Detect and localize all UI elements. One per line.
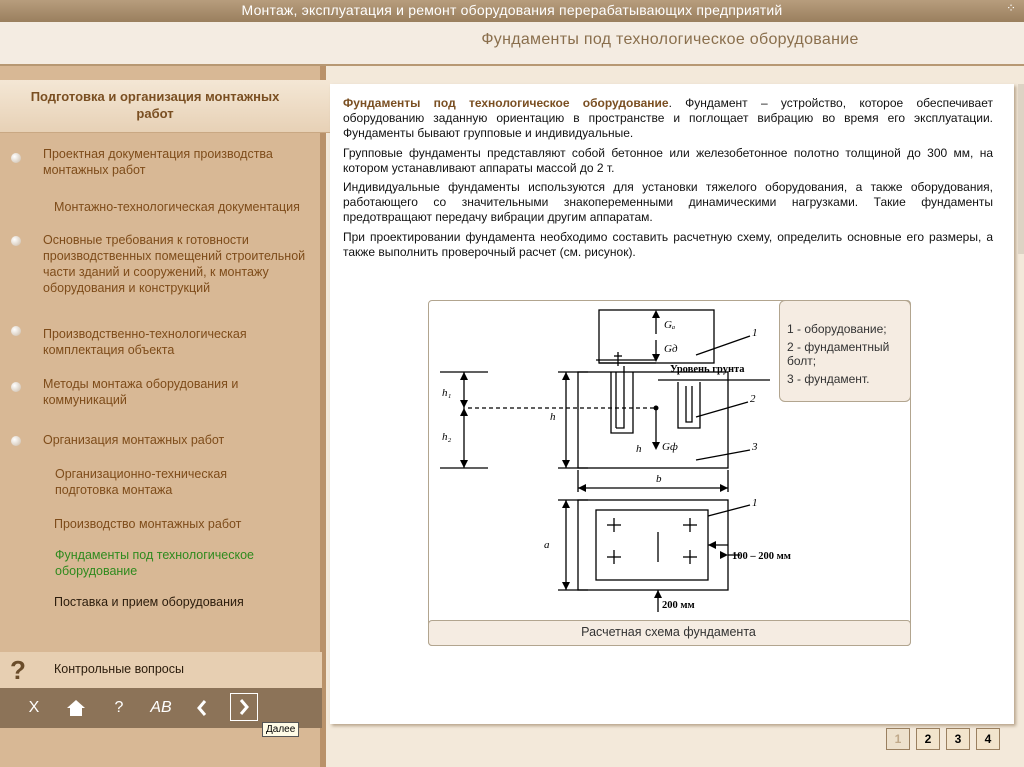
label-h-left: h bbox=[550, 411, 556, 423]
page-1-button[interactable]: 1 bbox=[886, 728, 910, 750]
sidebar-item-complectation[interactable]: Производственно-технологическая комплектация объекта bbox=[43, 327, 247, 357]
label-gd: Gд bbox=[664, 343, 678, 355]
sidebar-item-project-docs[interactable]: Проектная документация производства монтажных работ bbox=[43, 147, 273, 177]
sidebar-section-title: Подготовка и организация монтажных работ bbox=[30, 89, 280, 121]
sidebar-subitem-production[interactable]: Производство монтажных работ bbox=[54, 517, 242, 531]
page-heading: Фундаменты под технологическое оборудование bbox=[481, 31, 859, 48]
legend-item-foundation: 3 - фундамент. bbox=[787, 372, 870, 386]
window-menu-icon[interactable]: ⁘ bbox=[1005, 1, 1017, 15]
sidebar-subitem-foundations[interactable]: Фундаменты под технологическое оборудование bbox=[55, 548, 254, 578]
label-gf: Gф bbox=[662, 441, 678, 453]
paragraph-group: Групповые фундаменты представляют собой бетонное или железобетонное полотно толщиной до 300 мм, на котором устанавливают аппараты массой до 2 т. bbox=[343, 146, 993, 175]
sidebar-item-requirements[interactable]: Основные требования к готовности производственных помещений строительной части зданий и сооружений, к монтажу оборудования и конструкций bbox=[43, 233, 306, 295]
sidebar-subitem-preparation[interactable]: Организационно-техническая подготовка монтажа bbox=[55, 467, 228, 497]
sidebar-item-mounting-docs[interactable]: Монтажно-технологическая документация bbox=[54, 200, 300, 214]
label-b: b bbox=[656, 473, 662, 485]
paragraph-intro-text: . Фундамент – устройство, которое обеспечивает оборудованию заданную ориентацию в пространстве и поглощает вибрацию во время его эксплуатации. Фундаменты бывают групповые и индивидуальные. bbox=[343, 96, 993, 140]
legend-item-equipment: 1 - оборудование; bbox=[787, 322, 887, 336]
label-h-inner: h bbox=[636, 443, 642, 455]
bullet-icon bbox=[11, 236, 21, 246]
figure-caption: Расчетная схема фундамента bbox=[581, 625, 756, 639]
bullet-icon bbox=[11, 153, 21, 163]
legend-item-bolt: 2 - фундаментный болт; bbox=[787, 340, 890, 368]
page-3-button[interactable]: 3 bbox=[946, 728, 970, 750]
back-arrow-icon[interactable] bbox=[188, 695, 216, 721]
scrollbar[interactable] bbox=[1018, 84, 1024, 254]
paragraph-title: Фундаменты под технологическое оборудование bbox=[343, 96, 669, 110]
label-h1: h₁ bbox=[442, 387, 452, 399]
help-button[interactable]: ? bbox=[114, 699, 124, 716]
app-title: Монтаж, эксплуатация и ремонт оборудования перерабатывающих предприятий bbox=[241, 2, 783, 18]
question-mark-icon: ? bbox=[10, 655, 26, 685]
home-icon[interactable] bbox=[62, 695, 90, 721]
label-n2: 2 bbox=[750, 393, 756, 405]
label-gap-side: 100 – 200 мм bbox=[732, 551, 791, 562]
label-ga: Gₐ bbox=[664, 319, 676, 331]
next-button[interactable] bbox=[230, 693, 258, 721]
label-ground-level: Уровень грунта bbox=[670, 364, 745, 375]
font-size-button[interactable]: AB bbox=[150, 699, 172, 716]
paragraph-individual: Индивидуальные фундаменты используются для установки тяжелого оборудования, а также оборудования, работающего со значительными знакопеременными динамическими нагрузками. Такие фундаменты предотвращают передачу вибрации другим аппаратам. bbox=[343, 180, 993, 224]
next-tooltip: Далее bbox=[262, 722, 299, 737]
label-a: a bbox=[544, 539, 550, 551]
bullet-icon bbox=[11, 326, 21, 336]
paragraph-intro bbox=[343, 96, 993, 141]
sidebar-subitem-delivery[interactable]: Поставка и прием оборудования bbox=[54, 595, 244, 609]
label-n1: 1 bbox=[752, 327, 758, 339]
control-questions-label[interactable]: Контрольные вопросы bbox=[54, 662, 184, 676]
label-n3: 3 bbox=[752, 441, 758, 453]
forward-arrow-icon bbox=[241, 700, 247, 714]
sidebar-item-methods[interactable]: Методы монтажа оборудования и коммуникаций bbox=[43, 377, 239, 407]
page-4-button[interactable]: 4 bbox=[976, 728, 1000, 750]
label-h2: h₂ bbox=[442, 431, 452, 443]
bullet-icon bbox=[11, 382, 21, 392]
label-n1-plan: 1 bbox=[752, 497, 758, 509]
bullet-icon bbox=[11, 436, 21, 446]
sidebar-item-organization[interactable]: Организация монтажных работ bbox=[43, 433, 225, 447]
page-2-button[interactable]: 2 bbox=[916, 728, 940, 750]
exit-button[interactable]: X bbox=[28, 699, 40, 716]
label-gap-bottom: 200 мм bbox=[662, 600, 695, 611]
paragraph-design: При проектировании фундамента необходимо составить расчетную схему, определить основные его размеры, а также выполнить проверочный расчет (см. рисунок). bbox=[343, 230, 993, 259]
